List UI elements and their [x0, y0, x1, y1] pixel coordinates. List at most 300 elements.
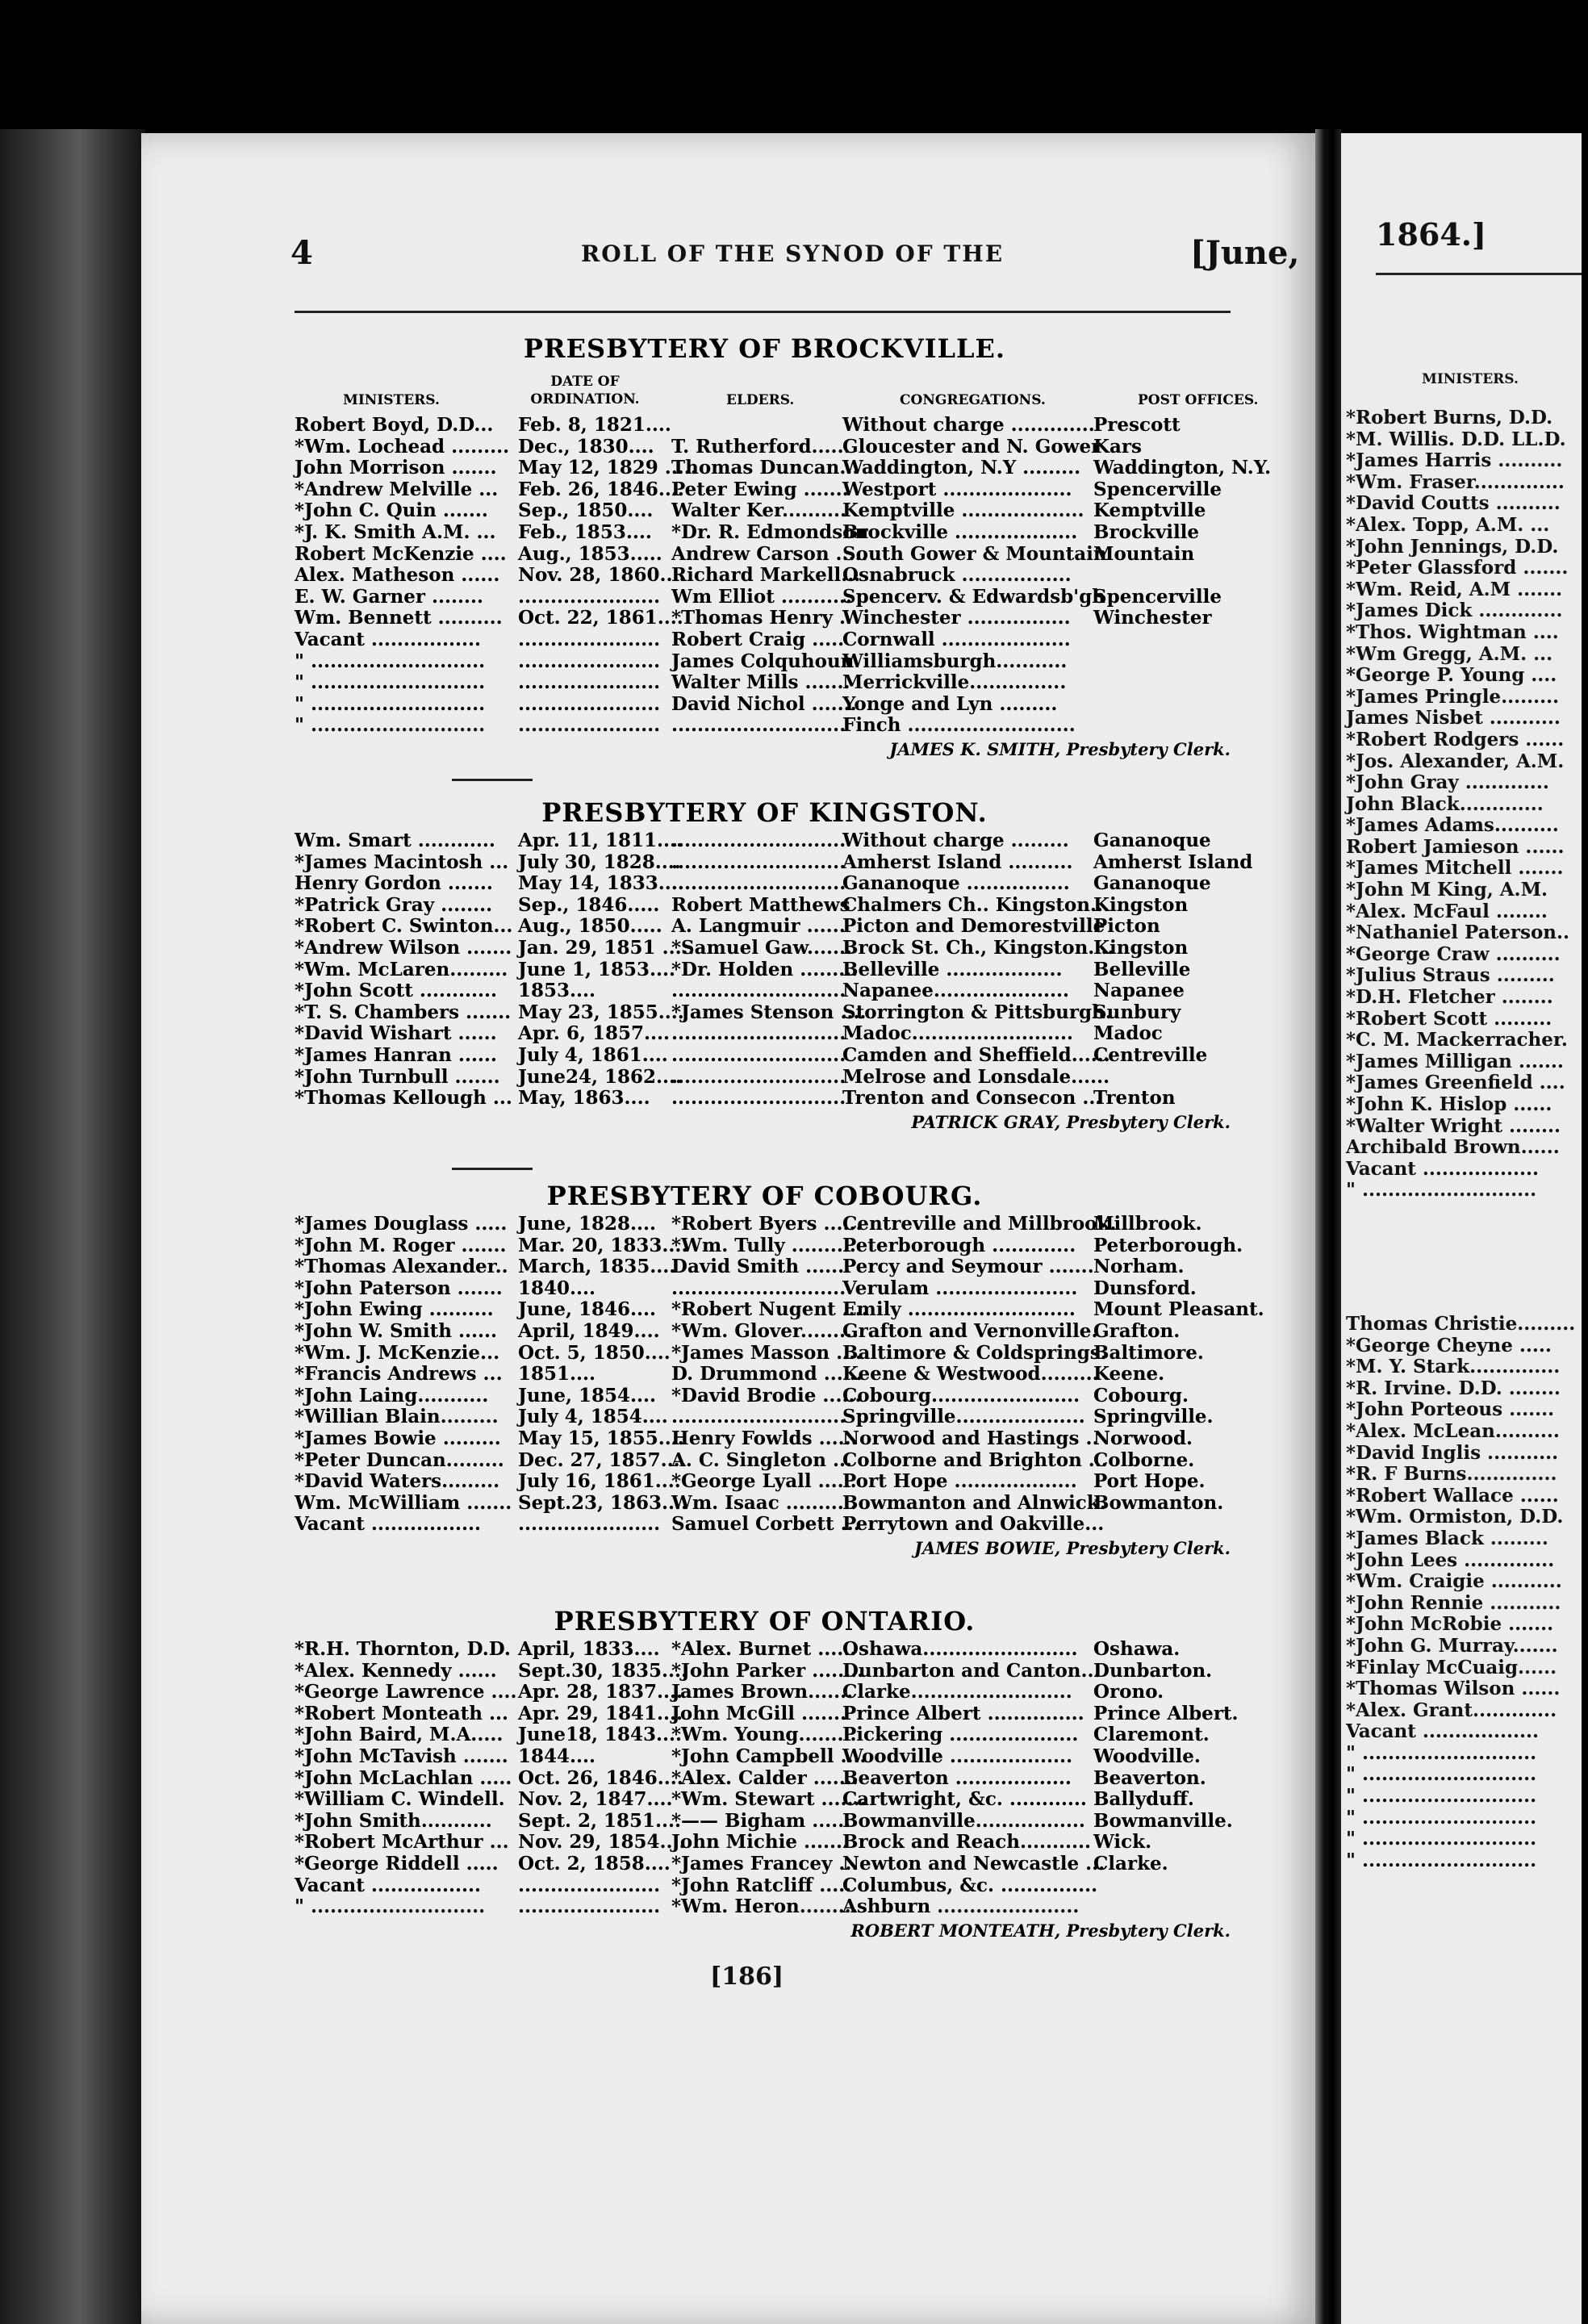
list-item: *Finlay McCuaig...... — [1346, 1656, 1557, 1678]
ordination-date: May 23, 1855.... — [518, 1001, 684, 1023]
minister-name: *Francis Andrews ... — [295, 1363, 503, 1386]
list-item: Vacant .................. — [1346, 1157, 1540, 1180]
list-item: *Wm. Reid, A.M ....... — [1346, 578, 1563, 600]
list-item: Archibald Brown...... — [1346, 1136, 1560, 1159]
header-date: DATE OF ORDINATION. — [530, 374, 640, 408]
ministers-table — [290, 1639, 1239, 1918]
congregation-name: Picton and Demorestville — [842, 915, 1105, 938]
post-office: Centreville — [1093, 1043, 1208, 1066]
elder-name: ........................... — [671, 1022, 846, 1045]
ordination-date: Nov. 29, 1854.... — [518, 1831, 686, 1854]
header-post-offices: POST OFFICES. — [1138, 392, 1259, 408]
ordination-date: June, 1828.... — [518, 1213, 657, 1235]
list-item: *David Coutts .......... — [1346, 492, 1561, 515]
congregation-name: Columbus, &c. ............... — [842, 1874, 1098, 1896]
minister-name: *R.H. Thornton, D.D. — [295, 1638, 511, 1660]
congregation-name: Madoc......................... — [842, 1022, 1073, 1045]
ordination-date: June 1, 1853.... — [518, 958, 676, 980]
post-office: Grafton. — [1093, 1319, 1181, 1342]
ordination-date: ...................... — [518, 714, 661, 737]
table-row — [290, 1703, 1239, 1725]
minister-name: *David Waters......... — [295, 1470, 500, 1493]
section-title: PRESBYTERY OF COBOURG. — [546, 1181, 983, 1211]
minister-name: *John W. Smith ...... — [295, 1319, 498, 1342]
table-row — [290, 1045, 1239, 1067]
minister-name: *T. S. Chambers ....... — [295, 1001, 512, 1023]
elder-name: *James Stenson .... — [671, 1001, 867, 1023]
ordination-date: ...................... — [518, 628, 661, 650]
elder-name: *Robert Byers ...... — [671, 1213, 863, 1235]
elder-name: David Nichol ....... — [671, 692, 857, 715]
congregation-name: Newton and Newcastle ... — [842, 1852, 1105, 1875]
elder-name: *John Ratcliff ..... — [671, 1874, 852, 1896]
ordination-date: Sep., 1850.... — [518, 499, 654, 522]
post-office: Kingston — [1093, 893, 1189, 916]
scan-background — [0, 0, 1582, 129]
minister-name: *John Scott ............ — [295, 980, 498, 1002]
elder-name: ........................... — [671, 872, 846, 895]
minister-name: Alex. Matheson ...... — [295, 564, 500, 587]
table-row — [290, 1023, 1239, 1045]
minister-name: *John McLachlan ..... — [295, 1766, 512, 1789]
minister-name: *William C. Windell. — [295, 1788, 505, 1811]
table-row — [290, 916, 1239, 938]
list-item: " ........................... — [1346, 1849, 1537, 1871]
congregation-name: Merrickville............... — [842, 671, 1067, 694]
table-row — [290, 1789, 1239, 1811]
list-item: *Wm. Ormiston, D.D. — [1346, 1506, 1564, 1528]
ordination-date: Sept.30, 1835.... — [518, 1659, 688, 1682]
congregation-name: Colborne and Brighton ... — [842, 1448, 1108, 1471]
minister-name: " ........................... — [295, 714, 486, 737]
table-row — [290, 938, 1239, 959]
list-item: *Robert Burns, D.D. — [1346, 407, 1553, 428]
elder-name: Robert Craig ..... — [671, 628, 845, 650]
table-row — [290, 1768, 1239, 1790]
table-row — [290, 672, 1239, 694]
table-row — [290, 1298, 1264, 1321]
post-office: Norham. — [1093, 1256, 1185, 1278]
table-row — [290, 873, 1239, 895]
elder-name: ........................... — [671, 1277, 846, 1299]
post-office: Napanee — [1093, 980, 1185, 1002]
minister-name: *Robert McArthur ... — [295, 1831, 509, 1854]
table-row — [290, 565, 1239, 587]
ordination-date: ...................... — [518, 1874, 661, 1896]
list-item: *James Black ......... — [1346, 1527, 1548, 1549]
table-row — [290, 1278, 1239, 1300]
post-office: Peterborough. — [1093, 1234, 1243, 1256]
elder-name: Thomas Duncan... — [671, 457, 859, 479]
header-elders: ELDERS. — [726, 392, 795, 408]
ordination-date: May 15, 1855.... — [518, 1427, 684, 1449]
ordination-date: Oct. 5, 1850.... — [518, 1341, 671, 1364]
header-rule — [295, 311, 1231, 313]
section-title: PRESBYTERY OF ONTARIO. — [554, 1606, 976, 1636]
table-row — [290, 1875, 1239, 1897]
congregation-name: South Gower & Mountain — [842, 542, 1107, 565]
list-item: " ........................... — [1346, 1806, 1537, 1829]
elder-name: John Michie ....... — [671, 1831, 850, 1854]
elder-name: ........................... — [671, 714, 846, 737]
minister-name: *Wm. J. McKenzie... — [295, 1341, 500, 1364]
post-office: Kars — [1093, 435, 1142, 458]
minister-name: Wm. Smart ............ — [295, 830, 495, 851]
list-item: *Walter Wright ........ — [1346, 1114, 1561, 1137]
table-row — [290, 1002, 1239, 1024]
table-row — [290, 544, 1239, 566]
ordination-date: June, 1846.... — [518, 1298, 657, 1321]
minister-name: *Willian Blain......... — [295, 1406, 499, 1428]
list-item: *James Mitchell ....... — [1346, 857, 1564, 880]
presbytery-clerk: JAMES BOWIE, Presbytery Clerk. — [914, 1537, 1231, 1558]
list-item: *Wm Gregg, A.M. ... — [1346, 642, 1553, 665]
ordination-date: Oct. 26, 1846.... — [518, 1766, 683, 1789]
presbytery-kingston — [290, 795, 1253, 1135]
table-row — [290, 1234, 1243, 1257]
post-office: Winchester — [1093, 607, 1212, 629]
list-item: *Nathaniel Paterson.. — [1346, 922, 1570, 944]
minister-name: Wm. Bennett .......... — [295, 607, 503, 629]
congregation-name: Grafton and Vernonville. — [842, 1319, 1098, 1342]
table-row — [290, 457, 1272, 479]
post-office: Springville. — [1093, 1406, 1214, 1428]
table-row — [290, 479, 1239, 501]
elder-name: ........................... — [671, 830, 846, 851]
minister-name: *Thomas Kellough ... — [295, 1087, 512, 1110]
page-number: 4 — [290, 234, 313, 272]
right-ministers-header: MINISTERS. — [1422, 371, 1519, 387]
list-item: James Nisbet ........... — [1346, 707, 1561, 729]
right-ministers-list-top — [1346, 408, 1588, 1202]
minister-name: *John Ewing .......... — [295, 1298, 494, 1321]
minister-name: *John Turnbull ....... — [295, 1065, 500, 1088]
elder-name: A. C. Singleton ... — [671, 1448, 853, 1471]
ordination-date: Apr. 29, 1841.... — [518, 1702, 683, 1724]
list-item: *Thomas Wilson ...... — [1346, 1678, 1561, 1700]
minister-name: Robert Boyd, D.D... — [295, 414, 494, 436]
table-row — [290, 1661, 1239, 1682]
table-row — [290, 1088, 1239, 1110]
post-office: Ballyduff. — [1093, 1788, 1194, 1811]
minister-name: Vacant ................. — [295, 1874, 482, 1896]
table-row — [290, 1746, 1239, 1768]
ordination-date: Aug., 1850..... — [518, 915, 662, 938]
table-row — [290, 715, 1239, 737]
minister-name: *James Macintosh ... — [295, 851, 509, 873]
ordination-date: May, 1863.... — [518, 1087, 650, 1110]
table-row — [290, 1214, 1239, 1235]
minister-name: E. W. Garner ........ — [295, 585, 484, 608]
right-ministers-list-bottom — [1346, 1314, 1588, 1871]
ordination-date: Sept.23, 1863.... — [518, 1491, 688, 1514]
list-item: *Peter Glassford ....... — [1346, 557, 1569, 579]
ordination-date: Sept. 2, 1851.... — [518, 1809, 682, 1832]
congregation-name: Waddington, N.Y ......... — [842, 457, 1081, 479]
list-item: *John Jennings, D.D. — [1346, 535, 1559, 558]
list-item: *John G. Murray....... — [1346, 1634, 1558, 1657]
elder-name: David Smith ....... — [671, 1256, 851, 1278]
congregation-name: Oshawa........................ — [842, 1638, 1078, 1660]
ordination-date: Feb. 26, 1846.... — [518, 478, 684, 500]
minister-name: Vacant ................. — [295, 1513, 482, 1536]
ordination-date: March, 1835.... — [518, 1256, 676, 1278]
elder-name: James Colquhoun — [671, 650, 855, 672]
minister-name: *George Riddell ..... — [295, 1852, 499, 1875]
elder-name: ........................... — [671, 1087, 846, 1110]
post-office: Kemptville — [1093, 499, 1206, 522]
table-row — [290, 1639, 1239, 1661]
table-row — [290, 1256, 1239, 1278]
list-item: *James Greenfield .... — [1346, 1072, 1565, 1094]
ordination-date: April, 1833.... — [518, 1638, 660, 1660]
table-row — [290, 651, 1239, 673]
congregation-name: Dunbarton and Canton... — [842, 1659, 1101, 1682]
ordination-date: ...................... — [518, 671, 661, 694]
minister-name: Henry Gordon ....... — [295, 872, 493, 895]
right-page-year: 1864.] — [1376, 216, 1486, 253]
post-office: Port Hope. — [1093, 1470, 1206, 1493]
elder-name: *John Campbell .... — [671, 1745, 867, 1767]
post-office: Waddington, N.Y. — [1093, 457, 1272, 479]
ordination-date: July 16, 1861.... — [518, 1470, 681, 1493]
list-item: " ........................... — [1346, 1763, 1537, 1786]
minister-name: *John M. Roger ....... — [295, 1234, 507, 1256]
section-title: PRESBYTERY OF KINGSTON. — [541, 797, 988, 828]
congregation-name: Bowmanville................. — [842, 1809, 1085, 1832]
post-office: Madoc — [1093, 1022, 1163, 1045]
ordination-date: Oct. 22, 1861.... — [518, 607, 683, 629]
section-title: PRESBYTERY OF BROCKVILLE. — [523, 333, 1006, 364]
congregation-name: Camden and Sheffield...... — [842, 1043, 1110, 1066]
elder-name: *George Lyall ...... — [671, 1470, 857, 1493]
congregation-name: Woodville ................... — [842, 1745, 1073, 1767]
presbytery-ontario — [290, 1603, 1239, 1944]
congregation-name: Gloucester and N. Gower — [842, 435, 1101, 458]
congregation-name: Westport .................... — [842, 478, 1072, 500]
table-row — [290, 895, 1239, 917]
post-office: Millbrook. — [1093, 1213, 1202, 1235]
post-office: Claremont. — [1093, 1724, 1210, 1746]
elder-name: ........................... — [671, 1043, 846, 1066]
ordination-date: Oct. 2, 1858.... — [518, 1852, 671, 1875]
congregation-name: Perrytown and Oakville... — [842, 1513, 1105, 1536]
list-item: *James Adams.......... — [1346, 814, 1559, 837]
congregation-name: Port Hope ................... — [842, 1470, 1077, 1493]
list-item: *Jos. Alexander, A.M. — [1346, 750, 1565, 772]
ordination-date: ...................... — [518, 585, 661, 608]
congregation-name: Cornwall .................... — [842, 628, 1071, 650]
list-item: " ........................... — [1346, 1785, 1537, 1808]
ordination-date: June24, 1862.... — [518, 1065, 683, 1088]
elder-name: ........................... — [671, 1065, 846, 1088]
ordination-date: ...................... — [518, 692, 661, 715]
table-row — [290, 500, 1239, 522]
list-item: Vacant .................. — [1346, 1720, 1540, 1743]
congregation-name: Centreville and Millbrook. — [842, 1213, 1117, 1235]
minister-name: Vacant ................. — [295, 628, 482, 650]
list-item: *Robert Scott ......... — [1346, 1007, 1552, 1030]
post-office: Kingston — [1093, 936, 1189, 959]
table-row — [290, 1067, 1239, 1089]
list-item: *George Craw .......... — [1346, 943, 1561, 965]
congregation-name: Trenton and Consecon ... — [842, 1087, 1102, 1110]
minister-name: *John Laing........... — [295, 1384, 489, 1407]
congregation-name: Yonge and Lyn ......... — [842, 692, 1058, 715]
list-item: *Alex. McFaul ........ — [1346, 900, 1548, 922]
congregation-name: Verulam ...................... — [842, 1277, 1078, 1299]
elder-name: Samuel Corbett ... — [671, 1513, 860, 1536]
post-office: Picton — [1093, 915, 1160, 938]
minister-name: *John C. Quin ....... — [295, 499, 488, 522]
table-row — [290, 437, 1239, 458]
congregation-name: Amherst Island .......... — [842, 851, 1073, 873]
post-office: Belleville — [1093, 958, 1191, 980]
ordination-date: Nov. 2, 1847.... — [518, 1788, 673, 1811]
ordination-date: Sep., 1846..... — [518, 893, 660, 916]
post-office: Colborne. — [1093, 1448, 1195, 1471]
table-row — [290, 1514, 1239, 1536]
minister-name: Wm. McWilliam ....... — [295, 1491, 512, 1514]
ordination-date: Dec. 27, 1857.... — [518, 1448, 687, 1471]
congregation-name: Bowmanton and Alnwick. — [842, 1491, 1106, 1514]
list-item: *George P. Young .... — [1346, 664, 1557, 687]
minister-name: *George Lawrence .... — [295, 1681, 517, 1703]
congregation-name: Kemptville ................... — [842, 499, 1084, 522]
minister-name: " ........................... — [295, 1896, 486, 1918]
congregation-name: Spencerv. & Edwardsb'gh — [842, 585, 1106, 608]
minister-name: *John Baird, M.A..... — [295, 1724, 504, 1746]
table-row — [290, 830, 1239, 852]
congregation-name: Without charge ......... — [842, 830, 1069, 851]
post-office: Mount Pleasant. — [1093, 1298, 1264, 1321]
post-office: Cobourg. — [1093, 1384, 1189, 1407]
elder-name: *Samuel Gaw....... — [671, 936, 853, 959]
minister-name: *John Paterson ....... — [295, 1277, 503, 1299]
right-header-rule — [1376, 273, 1582, 275]
table-row — [290, 1407, 1239, 1428]
elder-name: *Wm. Young......... — [671, 1724, 857, 1746]
table-row — [290, 1386, 1239, 1407]
elder-name: *Thomas Henry .. — [671, 607, 852, 629]
table-row — [290, 1471, 1239, 1493]
ordination-date: Feb., 1853.... — [518, 520, 652, 543]
congregation-name: Gananoque ................ — [842, 872, 1070, 895]
post-office: Dunbarton. — [1093, 1659, 1213, 1682]
ordination-date: Mar. 20, 1833.... — [518, 1234, 688, 1256]
ordination-date: ...................... — [518, 1896, 661, 1918]
list-item: *C. M. Mackerracher. — [1346, 1029, 1568, 1051]
table-row — [290, 1896, 1239, 1918]
ordination-date: Aug., 1853..... — [518, 542, 662, 565]
post-office: Beaverton. — [1093, 1766, 1206, 1789]
table-row — [290, 415, 1239, 437]
elder-name: *John Parker ........ — [671, 1659, 864, 1682]
presbytery-brockville — [290, 331, 1272, 763]
table-row — [290, 1321, 1239, 1343]
minister-name: *James Douglass ..... — [295, 1213, 508, 1235]
congregation-name: Percy and Seymour ....... — [842, 1256, 1094, 1278]
list-item: *James Pringle......... — [1346, 685, 1560, 708]
congregation-name: Clarke......................... — [842, 1681, 1072, 1703]
ordination-date: Jan. 29, 1851 ..... — [518, 936, 695, 959]
congregation-name: Cartwright, &c. ............ — [842, 1788, 1087, 1811]
presbytery-clerk: JAMES K. SMITH, Presbytery Clerk. — [889, 738, 1231, 759]
congregation-name: Ashburn ...................... — [842, 1896, 1080, 1918]
congregation-name: Pickering .................... — [842, 1724, 1079, 1746]
post-office: Brockville — [1093, 520, 1200, 543]
ordination-date: Apr. 6, 1857.... — [518, 1022, 671, 1045]
book-gutter — [1315, 129, 1341, 2324]
elder-name: Walter Mills ....... — [671, 671, 850, 694]
list-item: *Wm. Craigie ........... — [1346, 1570, 1562, 1593]
post-office: Gananoque — [1093, 872, 1211, 895]
elder-name: James Brown....... — [671, 1681, 854, 1703]
header-congregations: CONGREGATIONS. — [900, 392, 1046, 408]
table-row — [290, 629, 1239, 651]
post-office: Oshawa. — [1093, 1638, 1181, 1660]
elder-name: *Robert Nugent .... — [671, 1298, 868, 1321]
list-item: *David Inglis ........... — [1346, 1441, 1559, 1464]
section-divider — [452, 779, 533, 781]
congregation-name: Brock and Reach........... — [842, 1831, 1092, 1854]
book-spine — [0, 129, 145, 2324]
post-office: Clarke. — [1093, 1852, 1168, 1875]
table-row — [290, 522, 1239, 544]
table-row — [290, 980, 1239, 1002]
post-office: Prescott — [1093, 414, 1181, 436]
post-office: Dunsford. — [1093, 1277, 1197, 1299]
list-item: *James Dick ............. — [1346, 600, 1563, 622]
elder-name: *David Brodie ...... — [671, 1384, 862, 1407]
list-item: *John M King, A.M. — [1346, 879, 1548, 901]
list-item: *James Harris .......... — [1346, 449, 1563, 472]
minister-name: *John Smith........... — [295, 1809, 492, 1832]
ordination-date: July 30, 1828.... — [518, 851, 681, 873]
table-row — [290, 959, 1239, 981]
congregation-name: Williamsburgh........... — [842, 650, 1068, 672]
congregation-name: Peterborough ............. — [842, 1234, 1076, 1256]
congregation-name: Beaverton .................. — [842, 1766, 1072, 1789]
elder-name: Peter Ewing ....... — [671, 478, 849, 500]
presbytery-clerk: PATRICK GRAY, Presbytery Clerk. — [911, 1111, 1231, 1132]
minister-name: *John McTavish ....... — [295, 1745, 508, 1767]
section-divider — [452, 1168, 533, 1170]
ordination-date: 1851.... — [518, 1363, 596, 1386]
post-office: Trenton — [1093, 1087, 1176, 1110]
list-item: *R. Irvine. D.D. ........ — [1346, 1377, 1561, 1399]
minister-name: *David Wishart ...... — [295, 1022, 497, 1045]
table-row — [290, 1682, 1239, 1703]
elder-name: Wm. Isaac ........... — [671, 1491, 857, 1514]
ordination-date: April, 1849.... — [518, 1319, 660, 1342]
minister-name: *Andrew Melville ... — [295, 478, 499, 500]
ordination-date: ...................... — [518, 1513, 661, 1536]
congregation-name: Baltimore & Coldsprings. — [842, 1341, 1107, 1364]
table-row — [290, 1450, 1239, 1472]
post-office: Prince Albert. — [1093, 1702, 1239, 1724]
minister-name: John Morrison ....... — [295, 457, 497, 479]
congregation-name: Chalmers Ch.. Kingston... — [842, 893, 1110, 916]
elder-name: John McGill ....... — [671, 1702, 847, 1724]
minister-name: *Patrick Gray ........ — [295, 893, 493, 916]
congregation-name: Osnabruck ................. — [842, 564, 1072, 587]
minister-name: *Wm. Lochead ......... — [295, 435, 510, 458]
post-office: Amherst Island — [1093, 851, 1253, 873]
elder-name: ........................... — [671, 1406, 846, 1428]
minister-name: " ........................... — [295, 650, 486, 672]
post-office: Gananoque — [1093, 830, 1211, 851]
